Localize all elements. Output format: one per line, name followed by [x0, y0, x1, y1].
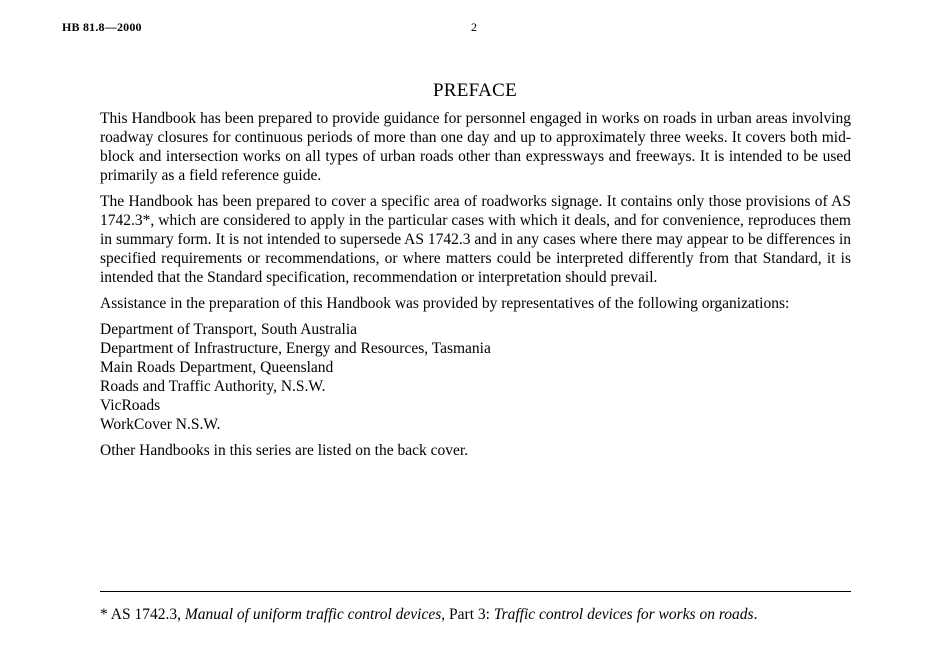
page-number: 2 [471, 20, 477, 34]
organization-item: VicRoads [100, 397, 161, 414]
organization-item: WorkCover N.S.W. [100, 416, 221, 433]
preface-paragraph-scope: This Handbook has been prepared to provide guidance for personnel engaged in works on roads in urban areas involving roadway closures for continuous periods of more than one day and up to approximately three weeks. It covers both mid-block and intersection works on all types of urban roads other than expressways and freeways. It is intended to be used primarily as a field reference guide. [100, 110, 851, 184]
footnote-manual-title: Manual of uniform traffic control devices [184, 606, 442, 623]
footnote-part-title: Traffic control devices for works on roads [493, 606, 754, 623]
footnote [100, 605, 860, 624]
footnote-prefix: * AS 1742.3, [100, 606, 185, 623]
organization-item: Department of Infrastructure, Energy and Resources, Tasmania [100, 340, 491, 357]
preface-paragraph-standard: The Handbook has been prepared to cover a specific area of roadworks signage. It contains only those provisions of AS 1742.3*, which are considered to apply in the particular cases with which it deals, and for convenience, reproduces them in summary form. It is not intended to supersede AS 1742.3 and in any cases where there may appear to be differences in specified requirements or recommendations, or where matters could be interpreted differently from that Standard, it is intended that the Standard specification, recommendation or interpretation should prevail. [100, 193, 851, 286]
footnote-divider [100, 591, 851, 592]
footnote-part-label: , Part 3: [441, 606, 494, 623]
footnote-suffix: . [753, 606, 758, 623]
document-code: HB 81.8—2000 [62, 20, 142, 34]
preface-closing: Other Handbooks in this series are listed on the back cover. [100, 442, 469, 459]
preface-title: PREFACE [432, 80, 518, 101]
organization-list [100, 320, 851, 434]
organization-item: Main Roads Department, Queensland [100, 359, 334, 376]
preface-paragraph-assistance: Assistance in the preparation of this Handbook was provided by representatives of the following organizations: [100, 295, 790, 312]
organization-item: Roads and Traffic Authority, N.S.W. [100, 378, 326, 395]
organization-item: Department of Transport, South Australia [100, 321, 358, 338]
preface-body [100, 109, 851, 467]
